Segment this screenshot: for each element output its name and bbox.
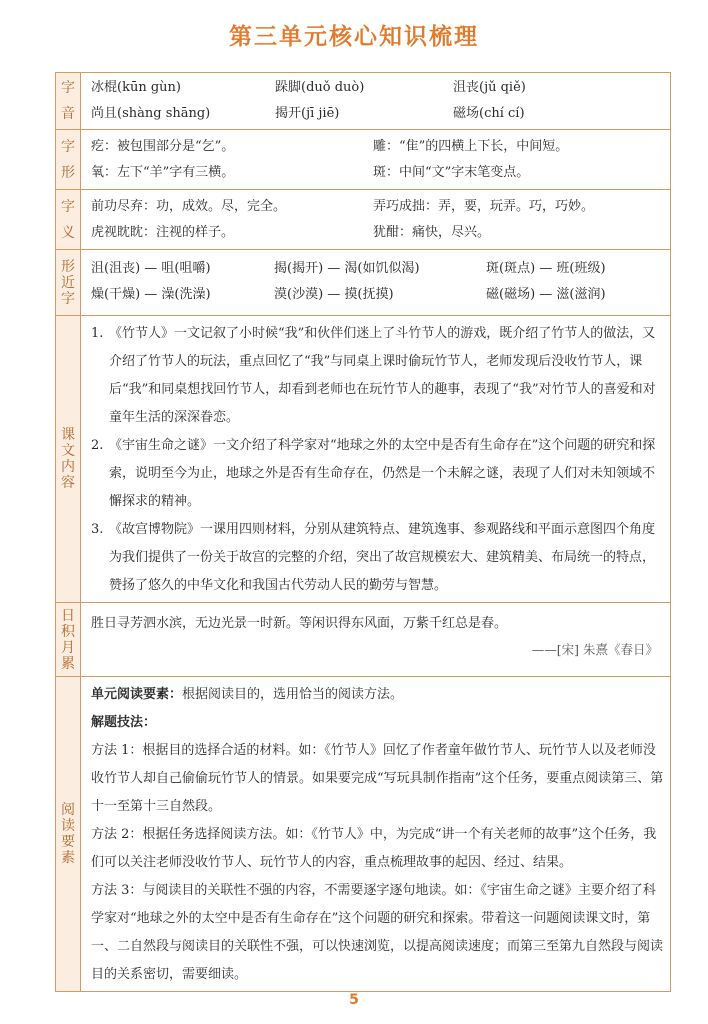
meaning-note: 前功尽弃：功，成效。尽，完全。 — [91, 199, 287, 214]
xing-jin-zi-content — [81, 250, 671, 316]
meaning-note: 犹酣：痛快，尽兴。 — [373, 225, 491, 240]
glyph-note: 疙：被包围部分是“乞”。 — [91, 139, 235, 154]
label-char: 要 — [61, 834, 75, 850]
similar-char-pair: 斑(斑点) — 班(班级) — [486, 261, 606, 276]
item-number: 3. — [91, 522, 104, 537]
item-number: 2. — [91, 438, 104, 453]
lesson-summary — [91, 516, 664, 600]
method-1: 方法 1：根据目的选择合适的材料。如：《竹节人》回忆了作者童年做竹节人、玩竹节人以及老师没收竹节人却自己偷偷玩竹节人的情景。如果要完成“写玩具制作指南”这个任务，要重点阅读第三、第十一至第十三自然段。 — [91, 743, 664, 814]
knowledge-table — [55, 72, 671, 992]
similar-char-pair: 磁(磁场) — 滋(滋润) — [486, 287, 606, 302]
label-char: 课 — [61, 427, 75, 443]
label-char: 容 — [61, 475, 75, 491]
label-char: 字 — [61, 198, 75, 215]
row-zi-yin — [56, 73, 671, 130]
label-yue-du — [56, 677, 81, 992]
label-char: 字 — [61, 80, 75, 96]
label-xing-jin-zi — [56, 250, 81, 316]
label-ke-wen — [56, 316, 81, 603]
item-text: 《宇宙生命之谜》一文介绍了科学家对“地球之外的太空中是否有生命存在”这个问题的研究和探索，说明至今为止，地球之外是否有生命存在，仍然是一个未解之谜，表现了人们对未知领域不懈探求的精神。 — [109, 438, 656, 509]
label-char: 素 — [61, 850, 75, 866]
label-char: 读 — [61, 818, 75, 834]
label-char: 形 — [61, 258, 75, 275]
row-ri-ji — [56, 603, 671, 677]
similar-char-pair: 沮(沮丧) — 咀(咀嚼) — [91, 261, 211, 276]
page-number: 5 — [349, 992, 359, 1008]
row-yue-du — [56, 677, 671, 992]
label-char: 日 — [61, 607, 75, 624]
meaning-note: 弄巧成拙：弄，要，玩弄。巧，巧妙。 — [373, 199, 595, 214]
row-ke-wen — [56, 316, 671, 603]
label-char: 字 — [61, 290, 75, 307]
lesson-summary — [91, 320, 664, 432]
similar-char-pair: 揭(揭开) — 渴(如饥似渴) — [274, 261, 420, 276]
label-char: 形 — [61, 164, 75, 181]
label-char: 累 — [61, 655, 75, 672]
similar-char-pair: 漠(沙漠) — 摸(抚摸) — [274, 287, 394, 302]
item-text: 《竹节人》一文记叙了小时候“我”和伙伴们迷上了斗竹节人的游戏，既介绍了竹节人的做法，又介绍了竹节人的玩法，重点回忆了“我”与同桌上课时偷玩竹节人，老师发现后没收竹节人，课后“我”和同桌想找回竹节人，却看到老师也在玩竹节人的趣事，表现了“我”对竹节人的喜爱和对童年生活的深深眷恋。 — [109, 326, 656, 425]
similar-char-pair: 燥(干燥) — 澡(洗澡) — [91, 287, 211, 302]
glyph-note: 氧：左下“羊”字有三横。 — [91, 165, 235, 180]
reading-element-heading: 单元阅读要素： — [91, 687, 183, 702]
reading-element — [91, 681, 664, 709]
pinyin-item: 尚且(shàng shāng) — [91, 106, 211, 121]
pinyin-item: 沮丧(jǔ qiě) — [453, 80, 526, 95]
label-zi-yi — [56, 190, 81, 250]
pinyin-item: 磁场(chí cí) — [453, 106, 525, 121]
ke-wen-content — [81, 316, 671, 603]
glyph-note: 雕：“隹”的四横上下长，中间短。 — [373, 139, 569, 154]
poem-source: ——[宋] 朱熹《春日》 — [531, 642, 658, 657]
label-char: 阅 — [61, 802, 75, 818]
label-char: 近 — [61, 274, 75, 291]
poem-text: 胜日寻芳泗水滨，无边光景一时新。等闲识得东风面，万紫千红总是春。 — [91, 616, 508, 631]
row-xing-jin-zi — [56, 250, 671, 316]
row-zi-yi — [56, 190, 671, 250]
label-char: 积 — [61, 623, 75, 640]
label-char: 文 — [61, 443, 75, 459]
pinyin-item: 跺脚(duǒ duò) — [275, 80, 365, 95]
ri-ji-content — [81, 603, 671, 677]
lesson-summary — [91, 432, 664, 516]
zi-yin-content — [81, 73, 671, 130]
reading-element-text: 根据阅读目的，选用恰当的阅读方法。 — [182, 687, 404, 702]
zi-xing-content — [81, 130, 671, 190]
label-char: 音 — [61, 106, 75, 122]
label-char: 义 — [61, 224, 75, 241]
page-title: 第三单元核心知识梳理 — [229, 24, 479, 50]
pinyin-item: 冰棍(kūn gùn) — [91, 80, 181, 95]
zi-yi-content — [81, 190, 671, 250]
method-2: 方法 2：根据任务选择阅读方法。如：《竹节人》中，为完成“讲一个有关老师的故事”这个任务，我们可以关注老师没收竹节人、玩竹节人的内容，重点梳理故事的起因、经过、结果。 — [91, 827, 657, 870]
label-char: 字 — [61, 138, 75, 155]
method-3: 方法 3：与阅读目的关联性不强的内容，不需要逐字逐句地读。如：《宇宙生命之谜》主要介绍了科学家对“地球之外的太空中是否有生命存在”这个问题的研究和探索。带着这一问题阅读课文时，第一、二自然段与阅读目的关联性不强，可以快速浏览，以提高阅读速度；而第三至第九自然段与阅读目的关系密切，需要细读。 — [91, 883, 664, 982]
glyph-note: 斑：中间“文”字末笔变点。 — [373, 165, 530, 180]
technique-heading: 解题技法： — [91, 715, 157, 730]
label-ri-ji — [56, 603, 81, 677]
item-text: 《故宫博物院》一课用四则材料，分别从建筑特点、建筑逸事、参观路线和平面示意图四个角度为我们提供了一份关于故宫的完整的介绍，突出了故宫规模宏大、建筑精美、布局统一的特点，赞扬了悠久的中华文化和我国古代劳动人民的勤劳与智慧。 — [109, 522, 656, 593]
label-zi-xing — [56, 130, 81, 190]
pinyin-item: 揭开(jī jiē) — [275, 106, 340, 121]
label-char: 内 — [61, 459, 75, 475]
item-number: 1. — [91, 326, 104, 341]
label-zi-yin — [56, 73, 81, 130]
label-char: 月 — [61, 639, 75, 656]
meaning-note: 虎视眈眈：注视的样子。 — [91, 225, 235, 240]
row-zi-xing — [56, 130, 671, 190]
yue-du-content — [81, 677, 671, 992]
